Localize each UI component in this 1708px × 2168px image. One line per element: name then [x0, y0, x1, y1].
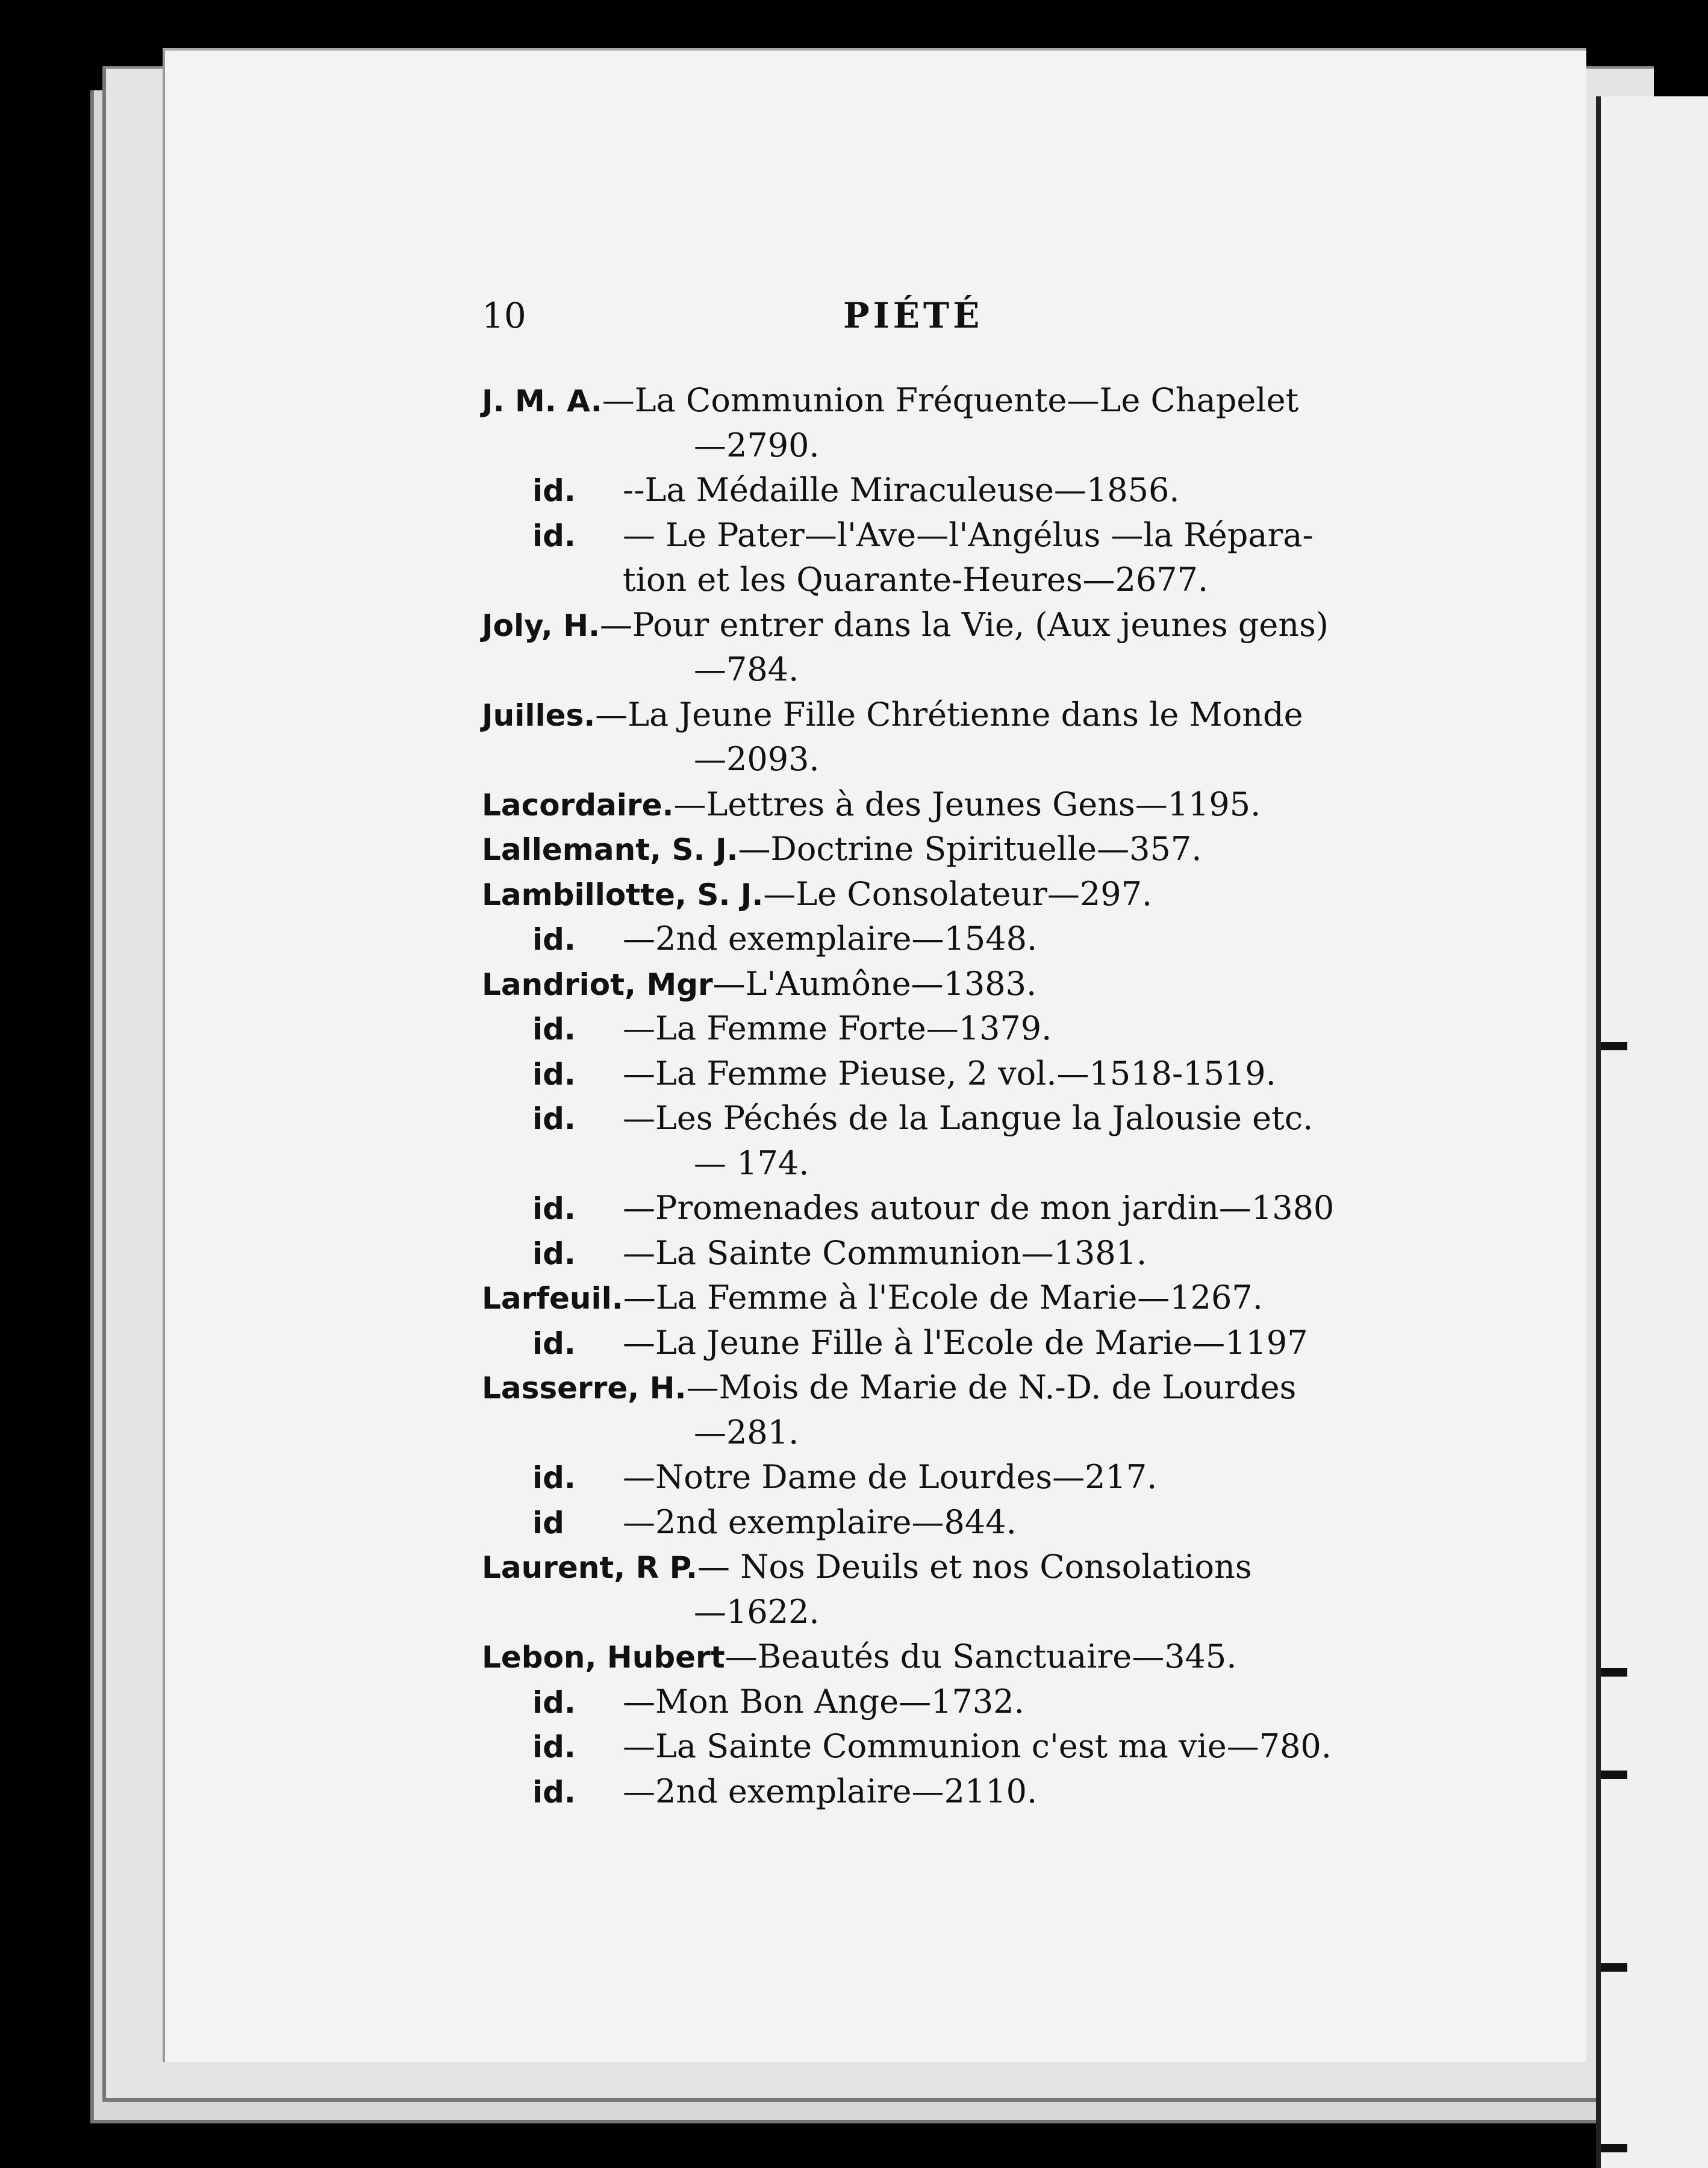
- catalog-line: [482, 603, 1349, 648]
- binding-mark: [1601, 1668, 1627, 1677]
- entry-title: —Mon Bon Ange—1732.: [623, 1682, 1024, 1721]
- catalog-line: [482, 1455, 1349, 1500]
- entry-title: — Nos Deuils et nos Consolations: [697, 1548, 1252, 1586]
- catalog-line: [482, 468, 1349, 513]
- catalog-line: [482, 782, 1349, 827]
- catalog-line: [482, 1500, 1349, 1545]
- entry-title: —Les Péchés de la Langue la Jalousie etc.: [623, 1099, 1314, 1137]
- catalog-line: [482, 693, 1349, 738]
- binding-mark: [1601, 1042, 1627, 1050]
- catalog-line: [482, 1590, 1349, 1635]
- catalog-line: [482, 1545, 1349, 1590]
- catalog-line: [482, 1141, 1349, 1186]
- entry-title: — Le Pater—l'Ave—l'Angélus —la Répara-: [623, 516, 1314, 554]
- entry-continuation: —2790.: [694, 426, 820, 464]
- entry-title: —Notre Dame de Lourdes—217.: [623, 1458, 1158, 1496]
- entry-idem: id.: [532, 922, 576, 957]
- entry-author: Lacordaire.: [482, 787, 674, 823]
- catalog-line: [482, 1769, 1349, 1814]
- catalog-line: [482, 1365, 1349, 1410]
- page-number: 10: [482, 295, 526, 336]
- entry-idem: id.: [532, 1684, 576, 1720]
- entry-title: —La Jeune Fille à l'Ecole de Marie—1197: [623, 1323, 1308, 1362]
- entry-title: —La Jeune Fille Chrétienne dans le Monde: [595, 695, 1303, 734]
- binding-mark: [1601, 2144, 1627, 2152]
- entry-title: —La Femme Forte—1379.: [623, 1009, 1052, 1047]
- catalog-line: [482, 1634, 1349, 1680]
- entry-author: Lambillotte, S. J.: [482, 877, 764, 912]
- entry-continuation: —281.: [694, 1413, 799, 1451]
- entry-title: —2nd exemplaire—844.: [623, 1503, 1017, 1541]
- page-header: [482, 295, 1349, 337]
- entry-title: —La Femme à l'Ecole de Marie—1267.: [623, 1279, 1263, 1316]
- entry-idem: id.: [532, 518, 576, 553]
- entry-title: —Doctrine Spirituelle—357.: [738, 830, 1202, 868]
- entry-title: —Promenades autour de mon jardin—1380: [623, 1189, 1335, 1227]
- entry-author: Laurent, R P.: [482, 1550, 698, 1585]
- entry-title: —2nd exemplaire—2110.: [623, 1772, 1038, 1810]
- entry-author: J. M. A.: [482, 384, 602, 419]
- entry-continuation: —1622.: [694, 1592, 820, 1631]
- entry-title: —Beautés du Sanctuaire—345.: [725, 1637, 1237, 1675]
- entry-idem: id.: [532, 1191, 576, 1226]
- catalog-line: [482, 1724, 1349, 1769]
- catalog-entries: [482, 378, 1349, 1814]
- binding-mark: [1601, 1771, 1627, 1779]
- entry-author: Lebon, Hubert: [482, 1640, 725, 1675]
- entry-title: —2nd exemplaire—1548.: [623, 920, 1038, 958]
- entry-author: Joly, H.: [482, 608, 600, 643]
- entry-author: Juilles.: [482, 697, 596, 733]
- entry-title: —Lettres à des Jeunes Gens—1195.: [673, 785, 1261, 823]
- catalog-line: [482, 1321, 1349, 1366]
- catalog-line: [482, 917, 1349, 962]
- binding-mark: [1601, 1963, 1627, 1972]
- entry-title: —La Communion Fréquente—Le Chapelet: [602, 381, 1299, 419]
- catalog-line: [482, 872, 1349, 917]
- catalog-line: [482, 558, 1349, 603]
- catalog-line: [482, 737, 1349, 782]
- catalog-line: [482, 1006, 1349, 1051]
- entry-author: Larfeuil.: [482, 1281, 623, 1316]
- catalog-line: [482, 1051, 1349, 1097]
- catalog-line: [482, 1186, 1349, 1231]
- catalog-line: [482, 1276, 1349, 1321]
- entry-idem: id.: [532, 1236, 576, 1271]
- entry-title: —Mois de Marie de N.-D. de Lourdes: [686, 1368, 1297, 1406]
- entry-idem: id.: [532, 1774, 576, 1810]
- entry-continuation: —784.: [694, 650, 799, 688]
- entry-title: —La Sainte Communion c'est ma vie—780.: [623, 1727, 1332, 1765]
- catalog-line: [482, 1680, 1349, 1725]
- entry-title: —Le Consolateur—297.: [763, 874, 1153, 913]
- entry-author: Lasserre, H.: [482, 1371, 687, 1406]
- entry-idem: id.: [532, 1012, 576, 1047]
- entry-idem: id.: [532, 473, 576, 508]
- facing-page-edge: [1596, 96, 1708, 2168]
- entry-author: Landriot, Mgr: [482, 967, 713, 1002]
- catalog-line: [482, 378, 1349, 423]
- catalog-line: [482, 423, 1349, 469]
- entry-title: --La Médaille Miraculeuse—1856.: [623, 471, 1180, 509]
- running-title: PIÉTÉ: [843, 295, 983, 336]
- entry-idem: id.: [532, 1460, 576, 1495]
- entry-idem: id.: [532, 1730, 576, 1765]
- entry-idem: id: [532, 1505, 564, 1540]
- entry-title: —Pour entrer dans la Vie, (Aux jeunes gens): [600, 605, 1329, 644]
- catalog-line: [482, 1096, 1349, 1141]
- entry-idem: id.: [532, 1056, 576, 1092]
- entry-title: —La Sainte Communion—1381.: [623, 1233, 1147, 1272]
- catalog-line: [482, 962, 1349, 1007]
- entry-idem: id.: [532, 1325, 576, 1361]
- catalog-line: [482, 827, 1349, 872]
- catalog-line: [482, 513, 1349, 558]
- entry-continuation: —2093.: [694, 740, 820, 778]
- entry-title: —L'Aumône—1383.: [712, 964, 1037, 1003]
- entry-continuation: tion et les Quarante-Heures—2677.: [623, 561, 1209, 599]
- catalog-line: [482, 1231, 1349, 1276]
- entry-idem: id.: [532, 1101, 576, 1136]
- catalog-line: [482, 1410, 1349, 1456]
- catalog-line: [482, 647, 1349, 693]
- entry-title: —La Femme Pieuse, 2 vol.—1518-1519.: [623, 1054, 1276, 1092]
- entry-author: Lallemant, S. J.: [482, 832, 738, 867]
- entry-continuation: — 174.: [694, 1144, 809, 1182]
